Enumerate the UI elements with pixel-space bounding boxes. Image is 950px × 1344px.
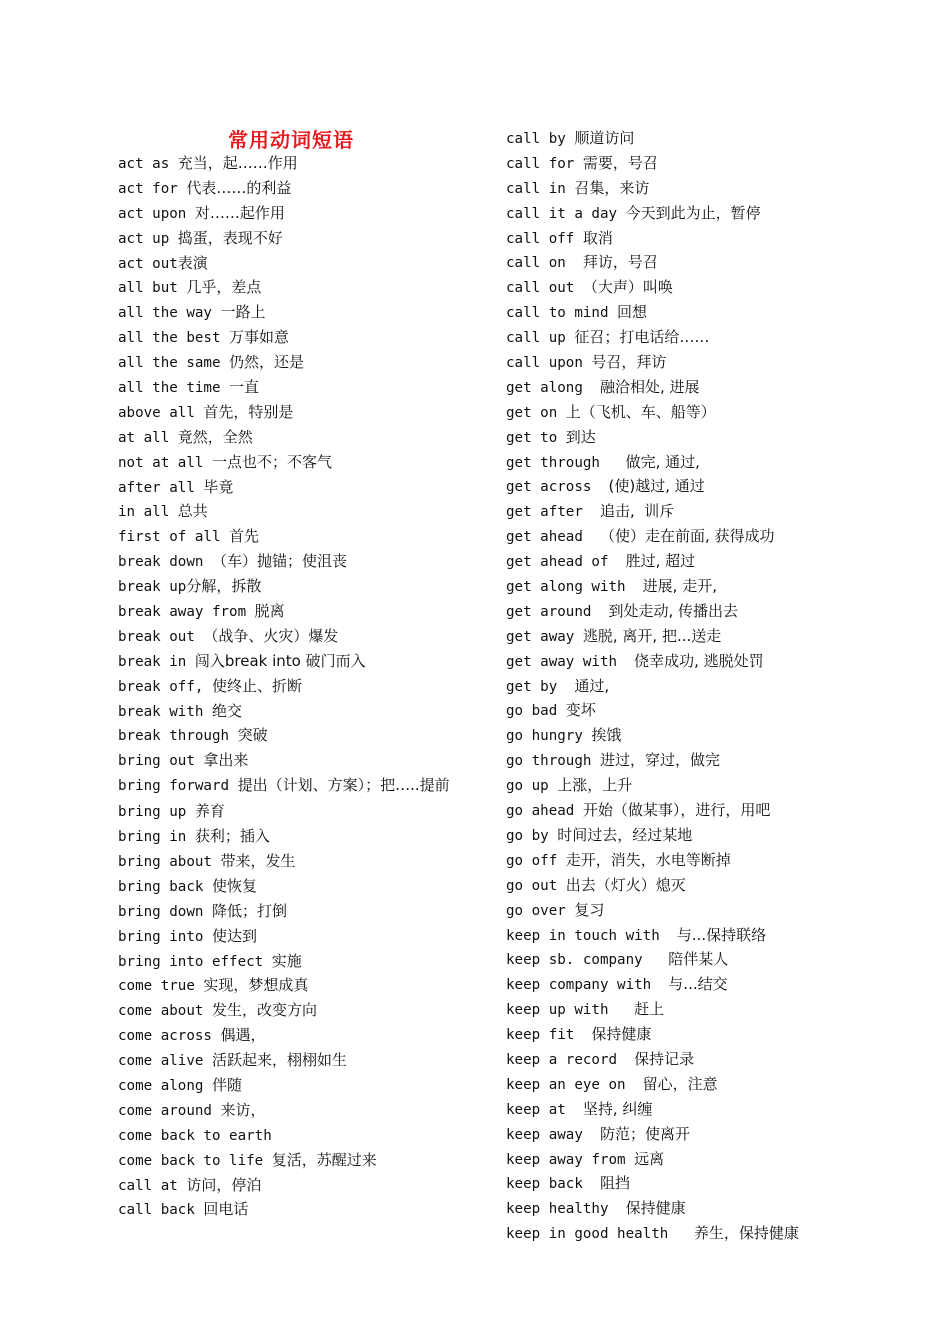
phrase-english: bring up: [118, 804, 195, 821]
phrase-meaning: 开始（做某事），进行，用吧: [582, 801, 771, 820]
phrase-meaning: 一点也不；不客气: [211, 452, 332, 471]
phrase-english: get around: [506, 603, 609, 620]
phrase-english: keep in good health: [506, 1226, 694, 1243]
phrase-meaning: 提出（计划、方案）；把…..提前: [237, 776, 450, 795]
phrase-english: call in: [506, 180, 575, 197]
phrase-meaning: 与...保持联络: [676, 925, 767, 944]
phrase-meaning: 表演: [177, 253, 208, 272]
phrase-entry: [118, 325, 478, 350]
phrase-english: break off,: [118, 678, 212, 695]
phrase-entry: [506, 1022, 836, 1047]
phrase-english: call upon: [506, 355, 592, 372]
phrase-english: break in: [118, 653, 195, 670]
phrase-english: go out: [506, 877, 566, 894]
phrase-english: bring into: [118, 928, 212, 945]
phrase-meaning: 回电话: [203, 1200, 249, 1219]
phrase-entry: [118, 649, 478, 674]
phrase-meaning: （战争、火灾）爆发: [203, 626, 339, 645]
phrase-english: call it a day: [506, 205, 626, 222]
phrase-english: keep fit: [506, 1027, 592, 1044]
phrase-english: break through: [118, 728, 238, 745]
phrase-meaning: 上（飞机、车、船等）: [565, 402, 716, 421]
phrase-english: come alive: [118, 1053, 212, 1070]
phrase-meaning: 阻挡: [599, 1174, 630, 1193]
phrase-entry: [506, 997, 836, 1022]
phrase-english: bring in: [118, 829, 195, 846]
phrase-meaning: 实现，梦想成真: [203, 976, 309, 995]
phrase-meaning: 竟然，全然: [177, 427, 253, 446]
phrase-entry: [118, 723, 478, 748]
phrase-meaning: 活跃起来，栩栩如生: [211, 1051, 347, 1070]
phrase-english: bring back: [118, 878, 212, 895]
phrase-entry: [506, 748, 836, 773]
phrase-entry: [506, 350, 836, 375]
phrase-meaning: 通过,: [574, 676, 610, 695]
phrase-meaning: 使达到: [211, 926, 257, 945]
phrase-entry: [118, 799, 478, 824]
phrase-meaning: 保持健康: [591, 1025, 652, 1044]
phrase-english: go by: [506, 827, 558, 844]
phrase-english: get after: [506, 504, 600, 521]
phrase-meaning: 到处走动, 传播出去: [608, 601, 739, 620]
phrase-meaning: 使恢复: [211, 876, 257, 895]
phrase-english: bring down: [118, 903, 212, 920]
phrase-entry: [506, 250, 836, 275]
phrase-meaning: 坚持, 纠缠: [582, 1099, 653, 1118]
phrase-meaning: 捣蛋，表现不好: [177, 228, 283, 247]
phrase-entry: [506, 698, 836, 723]
phrase-entry: [506, 649, 836, 674]
phrase-meaning: 号召，拜访: [591, 353, 667, 372]
phrase-english: keep up with: [506, 1002, 635, 1019]
phrase-entry: [506, 947, 836, 972]
phrase-entry: [118, 1098, 478, 1123]
phrase-meaning: 复活，苏醒过来: [271, 1150, 377, 1169]
phrase-entry: [506, 1221, 836, 1246]
phrase-meaning: 对……起作用: [194, 203, 285, 222]
phrase-entry: [506, 773, 836, 798]
phrase-entry: [506, 923, 836, 948]
phrase-meaning: 充当，起……作用: [177, 154, 298, 172]
phrase-entry: [118, 400, 478, 425]
phrase-meaning: 万事如意: [229, 328, 290, 347]
phrase-meaning: 绝交: [211, 701, 242, 720]
phrase-meaning: 总共: [177, 502, 208, 521]
phrase-english: act for: [118, 180, 187, 197]
phrase-entry: [118, 1123, 478, 1148]
phrase-entry: [118, 599, 478, 624]
phrase-english: get to: [506, 429, 566, 446]
phrase-entry: [506, 972, 836, 997]
phrase-meaning: 使终止、折断: [211, 676, 302, 695]
phrase-entry: [506, 823, 836, 848]
phrase-meaning: 降低；打倒: [211, 901, 287, 920]
phrase-entry: [506, 1047, 836, 1072]
phrase-meaning: 发生，改变方向: [211, 1001, 317, 1020]
phrase-entry: [118, 425, 478, 450]
phrase-meaning: 胜过, 超过: [625, 552, 696, 571]
phrase-meaning: 融洽相处, 进展: [599, 377, 700, 396]
phrase-meaning: 出去（灯火）熄灭: [565, 875, 686, 894]
phrase-entry: [118, 874, 478, 899]
phrase-english: come back to earth: [118, 1127, 272, 1144]
phrase-meaning: 首先: [229, 527, 260, 546]
phrase-meaning: 保持记录: [634, 1049, 695, 1068]
phrase-meaning: 拿出来: [203, 751, 249, 770]
phrase-english: all but: [118, 280, 187, 297]
phrase-english: go up: [506, 778, 558, 795]
phrase-entry: [118, 748, 478, 773]
phrase-english: call back: [118, 1202, 204, 1219]
phrase-meaning: 赶上: [634, 1000, 665, 1019]
phrase-meaning: 进过，穿过，做完: [599, 751, 720, 770]
phrase-meaning: 走开，消失，水电等断掉: [565, 850, 731, 869]
phrase-entry: [118, 1197, 478, 1222]
phrase-entry: [118, 998, 478, 1023]
phrase-meaning: （使）走在前面, 获得成功: [599, 527, 775, 546]
phrase-english: get along with: [506, 579, 643, 596]
phrase-entry: [118, 899, 478, 924]
phrase-english: first of all: [118, 529, 230, 546]
phrase-english: go hungry: [506, 728, 592, 745]
phrase-entry: [118, 176, 478, 201]
phrase-english: in all: [118, 504, 178, 521]
phrase-english: come about: [118, 1003, 212, 1020]
phrase-entry: [506, 226, 836, 251]
phrase-english: call on: [506, 255, 583, 272]
phrase-english: call by: [506, 131, 575, 147]
phrase-english: break with: [118, 703, 212, 720]
phrase-english: at all: [118, 429, 178, 446]
phrase-entry: [118, 574, 478, 599]
phrase-english: bring into effect: [118, 953, 272, 970]
phrase-entry: [506, 599, 836, 624]
phrase-english: get through: [506, 454, 626, 471]
phrase-meaning: 养生，保持健康: [693, 1224, 799, 1243]
phrase-entry: [118, 300, 478, 325]
phrase-entry: [506, 549, 836, 574]
phrase-english: get across: [506, 479, 609, 496]
phrase-meaning: 毕竟: [203, 477, 234, 496]
phrase-meaning: 偶遇，: [220, 1026, 266, 1045]
phrase-meaning: （大声）叫唤: [582, 278, 673, 297]
phrase-meaning: 一直: [229, 378, 260, 397]
phrase-entry: [118, 375, 478, 400]
phrase-english: go through: [506, 753, 600, 770]
phrase-english: keep back: [506, 1176, 600, 1193]
phrase-english: get by: [506, 678, 575, 695]
phrase-meaning: 仍然，还是: [229, 353, 305, 372]
phrase-english: come true: [118, 978, 204, 995]
phrase-english: break down: [118, 554, 212, 571]
phrase-entry: [118, 699, 478, 724]
phrase-english: call at: [118, 1177, 187, 1194]
page-title: 常用动词短语: [228, 128, 354, 152]
phrase-entry: [118, 924, 478, 949]
phrase-meaning: 一路上: [220, 303, 266, 322]
phrase-entry: [506, 474, 836, 499]
phrase-entry: [506, 300, 836, 325]
phrase-entry: [506, 201, 836, 226]
phrase-entry: [506, 624, 836, 649]
phrase-entry: [506, 898, 836, 923]
phrase-english: keep sb. company: [506, 952, 669, 969]
phrase-meaning: 防范；使离开: [599, 1124, 690, 1143]
phrase-meaning: 带来，发生: [220, 851, 296, 870]
phrase-english: go bad: [506, 703, 566, 720]
phrase-entry: [118, 499, 478, 524]
phrase-entry: [118, 773, 476, 799]
phrase-english: come around: [118, 1102, 221, 1119]
phrase-entry: [506, 1097, 836, 1122]
phrase-english: keep at: [506, 1101, 583, 1118]
phrase-english: keep away from: [506, 1151, 635, 1168]
phrase-meaning: 追击, 训斥: [599, 502, 675, 521]
phrase-entry: [118, 849, 478, 874]
phrase-meaning: 做完, 通过,: [625, 452, 700, 471]
phrase-english: bring out: [118, 753, 204, 770]
phrase-meaning: 变坏: [565, 701, 596, 720]
phrase-meaning: 取消: [582, 228, 613, 247]
phrase-entry: [506, 275, 836, 300]
phrase-entry: [506, 873, 836, 898]
phrase-meaning: 时间过去，经过某地: [557, 825, 693, 844]
phrase-entry: [506, 674, 836, 699]
phrase-english: keep a record: [506, 1051, 635, 1068]
phrase-english: keep an eye on: [506, 1076, 643, 1093]
phrase-meaning: 召集，来访: [574, 178, 650, 197]
phrase-english: break out: [118, 628, 204, 645]
phrase-meaning: 征召；打电话给……: [574, 328, 710, 347]
phrase-english: get on: [506, 404, 566, 421]
phrase-entry: [118, 949, 478, 974]
phrase-meaning: 拜访，号召: [582, 253, 658, 272]
phrase-english: bring about: [118, 853, 221, 870]
phrase-meaning: 回想: [617, 303, 648, 322]
phrase-entry: [506, 1122, 836, 1147]
phrase-entry: [506, 325, 836, 350]
phrase-entry: [118, 1048, 478, 1073]
phrase-meaning: 获利；插入: [194, 827, 270, 846]
phrase-entry: [118, 151, 478, 176]
phrase-english: keep in touch with: [506, 927, 677, 944]
phrase-english: come along: [118, 1077, 212, 1094]
phrase-entry: [506, 798, 836, 823]
phrase-meaning: 伴随: [211, 1075, 242, 1094]
phrase-english: all the same: [118, 355, 230, 372]
phrase-english: get along: [506, 379, 600, 396]
phrase-meaning: 突破: [237, 726, 268, 745]
phrase-meaning: 进展, 走开,: [642, 577, 717, 596]
phrase-entry: [506, 375, 836, 400]
phrase-meaning: 上涨，上升: [557, 776, 633, 795]
phrase-entry: [118, 1173, 478, 1198]
phrase-meaning: 首先，特别是: [203, 402, 294, 421]
phrase-english: get away: [506, 628, 583, 645]
phrase-entry: [506, 1196, 836, 1221]
phrase-english: call up: [506, 330, 575, 347]
phrase-english: break away from: [118, 604, 255, 621]
phrase-entry: [118, 524, 478, 549]
phrase-english: call off: [506, 230, 583, 247]
phrase-english: break up: [118, 579, 187, 596]
phrase-entry: [506, 400, 836, 425]
phrase-english: all the best: [118, 330, 230, 347]
phrase-entry: [118, 1073, 478, 1098]
phrase-entry: [506, 450, 836, 475]
phrase-entry: [118, 973, 478, 998]
phrase-entry: [506, 1171, 836, 1196]
phrase-entry: [506, 848, 836, 873]
phrase-entry: [506, 524, 836, 549]
phrase-entry: [506, 1147, 836, 1172]
phrase-entry: [118, 1023, 478, 1048]
left-phrase-column: [118, 151, 478, 1222]
phrase-meaning: 实施: [271, 951, 302, 970]
phrase-meaning: 远离: [634, 1149, 665, 1168]
phrase-entry: [118, 475, 478, 500]
phrase-entry: [118, 201, 478, 226]
phrase-meaning: 到达: [565, 427, 596, 446]
phrase-meaning: 复习: [574, 900, 605, 919]
phrase-english: act as: [118, 156, 178, 172]
phrase-meaning: (使)越过, 通过: [608, 477, 705, 496]
phrase-english: keep away: [506, 1126, 600, 1143]
phrase-meaning: 几乎，差点: [186, 278, 262, 297]
phrase-english: above all: [118, 404, 204, 421]
right-phrase-column: [506, 126, 836, 1246]
phrase-english: call to mind: [506, 305, 618, 322]
phrase-english: after all: [118, 479, 204, 496]
phrase-entry: [118, 1148, 478, 1173]
phrase-meaning: 分解，拆散: [186, 577, 262, 596]
phrase-meaning: 脱离: [254, 602, 285, 621]
phrase-entry: [118, 824, 478, 849]
phrase-meaning: 访问，停泊: [186, 1175, 262, 1194]
phrase-english: call out: [506, 280, 583, 297]
phrase-english: act out: [118, 255, 178, 272]
phrase-english: get away with: [506, 653, 635, 670]
phrase-entry: [118, 275, 478, 300]
phrase-entry: [118, 624, 478, 649]
phrase-english: all the time: [118, 380, 230, 397]
phrase-entry: [118, 251, 478, 276]
phrase-meaning: 与...结交: [668, 975, 728, 994]
phrase-meaning: 来访，: [220, 1100, 266, 1119]
phrase-english: act up: [118, 230, 178, 247]
phrase-entry: [506, 1072, 836, 1097]
phrase-english: get ahead of: [506, 554, 626, 571]
phrase-entry: [506, 425, 836, 450]
phrase-entry: [506, 176, 836, 201]
phrase-meaning: 保持健康: [625, 1199, 686, 1218]
phrase-meaning: （车）抛锚；使沮丧: [211, 552, 347, 571]
phrase-english: go ahead: [506, 803, 583, 820]
phrase-entry: [506, 499, 836, 524]
phrase-meaning: 陪伴某人: [668, 950, 729, 969]
phrase-meaning: 挨饿: [591, 726, 622, 745]
phrase-english: keep healthy: [506, 1201, 626, 1218]
phrase-english: call for: [506, 155, 583, 172]
phrase-english: bring forward: [118, 778, 238, 795]
phrase-meaning: 养育: [194, 802, 225, 821]
phrase-entry: [118, 350, 478, 375]
phrase-entry: [118, 674, 478, 699]
phrase-meaning: 顺道访问: [574, 129, 635, 147]
phrase-entry: [118, 450, 478, 475]
phrase-english: come across: [118, 1028, 221, 1045]
phrase-english: not at all: [118, 454, 212, 471]
phrase-meaning: 逃脱, 离开, 把...送走: [582, 626, 722, 645]
phrase-english: all the way: [118, 305, 221, 322]
phrase-meaning: 今天到此为止，暂停: [625, 203, 761, 222]
phrase-english: go over: [506, 902, 575, 919]
phrase-meaning: 闯入break into 破门而入: [194, 651, 366, 670]
phrase-english: come back to life: [118, 1152, 272, 1169]
phrase-meaning: 需要，号召: [582, 153, 658, 172]
phrase-entry: [506, 151, 836, 176]
phrase-entry: [118, 226, 478, 251]
phrase-meaning: 侥幸成功, 逃脱处罚: [634, 651, 764, 670]
phrase-english: act upon: [118, 205, 195, 222]
phrase-english: keep company with: [506, 977, 669, 994]
phrase-english: go off: [506, 852, 566, 869]
phrase-meaning: 留心，注意: [642, 1074, 718, 1093]
phrase-entry: [506, 723, 836, 748]
phrase-entry: [118, 549, 478, 574]
phrase-meaning: 代表……的利益: [186, 178, 292, 197]
phrase-entry: [506, 574, 836, 599]
phrase-entry: [506, 126, 836, 151]
phrase-english: get ahead: [506, 529, 600, 546]
